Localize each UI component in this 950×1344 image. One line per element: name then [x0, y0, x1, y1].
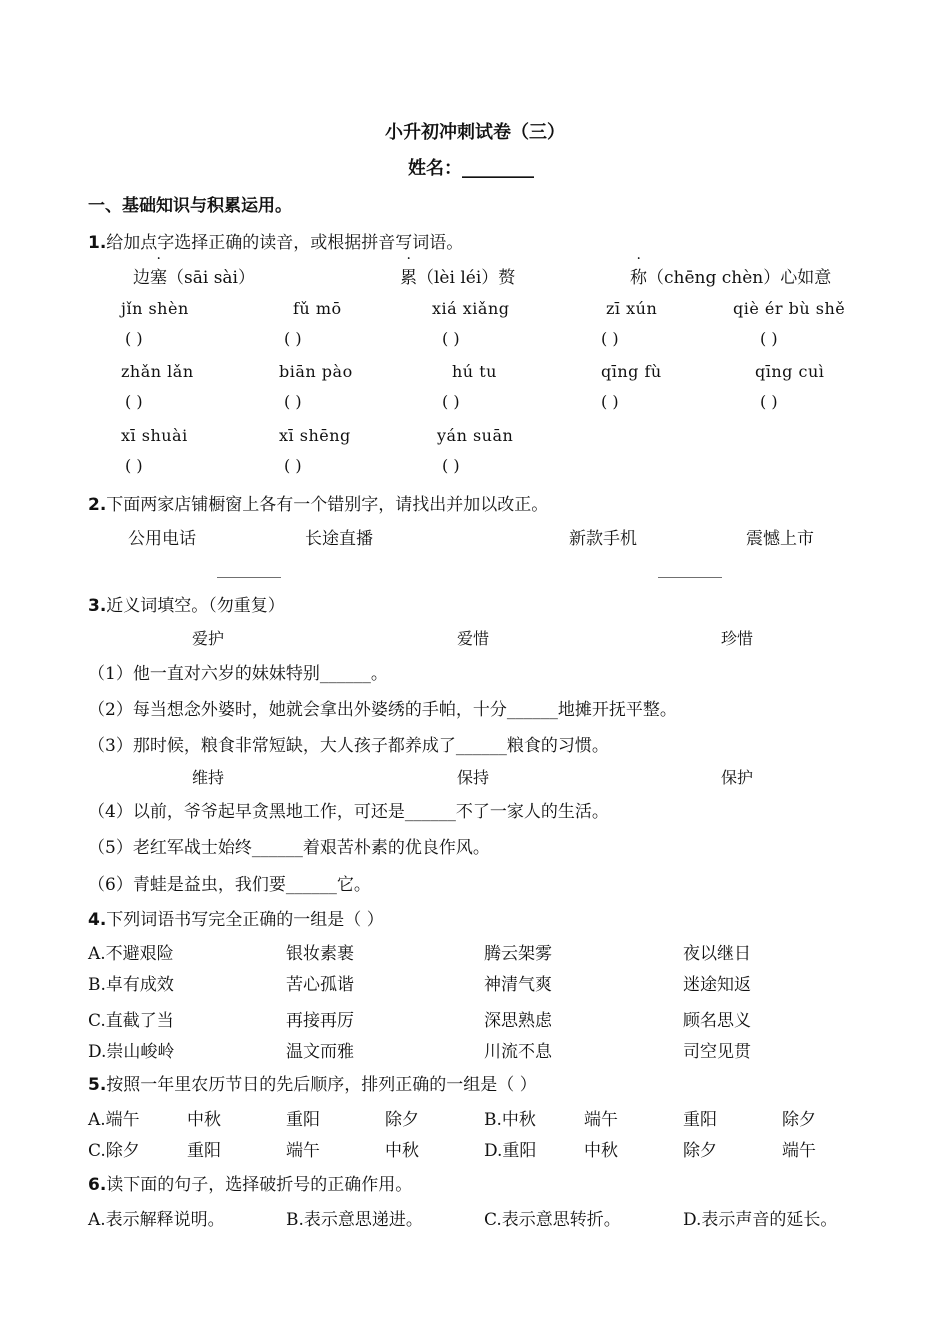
- option-word: 司空见贯: [683, 1042, 751, 1062]
- option-word[interactable]: A.不避艰险: [88, 944, 174, 964]
- word-choice: 维持: [192, 768, 225, 787]
- option-festival[interactable]: C.除夕: [88, 1141, 140, 1161]
- fill-item-3: （3）那时候，粮食非常短缺，大人孩子都养成了______粮食的习惯。: [88, 736, 609, 756]
- question-prompt: 下列词语书写完全正确的一组是（ ）: [106, 910, 384, 930]
- option-dash-c[interactable]: C.表示意思转折。: [484, 1210, 621, 1230]
- dotted-char: · 累: [400, 251, 417, 288]
- fill-item-6: （6）青蛙是益虫，我们要______它。: [88, 875, 371, 895]
- pinyin-item: yán suān: [437, 426, 514, 445]
- word-choice: 珍惜: [721, 629, 754, 648]
- option-festival: 重阳: [187, 1141, 221, 1161]
- option-word[interactable]: B.卓有成效: [88, 975, 174, 995]
- option-festival: 除夕: [385, 1110, 419, 1130]
- pinyin-item: fǔ mō: [293, 299, 342, 318]
- dotted-char: · 称: [630, 251, 647, 288]
- option-word: 温文而雅: [286, 1042, 354, 1062]
- page-title: 小升初冲刺试卷（三）: [385, 122, 565, 143]
- option-festival: 中秋: [385, 1141, 419, 1161]
- pinyin-item: hú tu: [452, 362, 497, 381]
- pinyin-item: zī xún: [606, 299, 658, 318]
- option-festival: 端午: [584, 1110, 618, 1130]
- shop2-sign-1: 新款手机: [569, 529, 637, 549]
- question-6: [88, 1170, 412, 1195]
- answer-paren[interactable]: ( ): [442, 392, 460, 411]
- name-label: 姓名：: [408, 158, 462, 179]
- answer-paren[interactable]: ( ): [442, 456, 460, 475]
- option-word: 深思熟虑: [484, 1011, 552, 1031]
- option-word: 再接再厉: [286, 1011, 354, 1031]
- option-festival: 端午: [286, 1141, 320, 1161]
- correction-blank[interactable]: ________: [658, 559, 722, 578]
- answer-paren[interactable]: ( ): [284, 456, 302, 475]
- dotted-char: · 塞: [150, 251, 167, 288]
- option-festival[interactable]: D.重阳: [484, 1141, 537, 1161]
- fill-item-2: （2）每当想念外婆时，她就会拿出外婆绣的手帕，十分______地摊开抚平整。: [88, 700, 677, 720]
- pinyin-item: xī shuài: [121, 426, 188, 445]
- correction-blank[interactable]: ________: [217, 559, 281, 578]
- dotted-word-1: [133, 251, 255, 288]
- pinyin-item: qiè ér bù shě: [733, 299, 846, 318]
- fill-item-5: （5）老红军战士始终______着艰苦朴素的优良作风。: [88, 838, 490, 858]
- question-prompt: 下面两家店铺橱窗上各有一个错别字，请找出并加以改正。: [106, 495, 549, 515]
- option-word[interactable]: C.直截了当: [88, 1011, 174, 1031]
- answer-paren[interactable]: ( ): [125, 456, 143, 475]
- pinyin-item: jǐn shèn: [121, 299, 189, 318]
- answer-paren[interactable]: ( ): [442, 329, 460, 348]
- question-number: 2.: [88, 495, 107, 515]
- dotted-word-3: [630, 251, 832, 288]
- option-word[interactable]: D.崇山峻岭: [88, 1042, 175, 1062]
- option-festival: 中秋: [187, 1110, 221, 1130]
- option-festival: 除夕: [683, 1141, 717, 1161]
- question-1: [88, 228, 463, 253]
- dotted-word-2: [400, 251, 516, 288]
- option-festival: 除夕: [782, 1110, 816, 1130]
- answer-paren[interactable]: ( ): [601, 392, 619, 411]
- question-prompt: 按照一年里农历节日的先后顺序，排列正确的一组是（ ）: [106, 1075, 537, 1095]
- shop1-sign-1: 公用电话: [128, 529, 196, 549]
- option-word: 顾名思义: [683, 1011, 751, 1031]
- pinyin-item: qīng fù: [601, 362, 662, 381]
- pinyin-item: biān pào: [279, 362, 353, 381]
- answer-paren[interactable]: ( ): [284, 392, 302, 411]
- question-4: [88, 905, 384, 930]
- question-number: 6.: [88, 1175, 107, 1195]
- pinyin-item: zhǎn lǎn: [121, 362, 194, 381]
- option-word: 神清气爽: [484, 975, 552, 995]
- option-word: 迷途知返: [683, 975, 751, 995]
- option-word: 川流不息: [484, 1042, 552, 1062]
- pinyin-item: xiá xiǎng: [432, 299, 510, 318]
- option-festival: 重阳: [286, 1110, 320, 1130]
- question-5: [88, 1070, 537, 1095]
- word-choice: 爱护: [192, 629, 225, 648]
- option-word: 苦心孤谐: [286, 975, 354, 995]
- option-word: 银妆素裹: [286, 944, 354, 964]
- question-number: 3.: [88, 596, 107, 616]
- section-heading: 一、基础知识与积累运用。: [88, 196, 292, 216]
- question-prompt: 读下面的句子，选择破折号的正确作用。: [106, 1175, 413, 1195]
- word-choice: 爱惜: [457, 629, 490, 648]
- question-number: 1.: [88, 233, 107, 253]
- shop1-sign-2: 长途直播: [305, 529, 373, 549]
- question-number: 4.: [88, 910, 107, 930]
- pronunciation-options: （lèi léi）赘: [417, 268, 516, 288]
- question-prompt: 近义词填空。（勿重复）: [106, 596, 285, 616]
- pronunciation-options: （chēng chèn）心如意: [647, 268, 832, 288]
- question-2: [88, 490, 548, 515]
- answer-paren[interactable]: ( ): [760, 392, 778, 411]
- fill-item-1: （1）他一直对六岁的妹妹特别______。: [88, 664, 388, 684]
- pinyin-item: qīng cuì: [755, 362, 825, 381]
- question-prompt: 给加点字选择正确的读音，或根据拼音写词语。: [106, 233, 464, 253]
- name-blank: ________: [462, 158, 534, 179]
- fill-item-4: （4）以前，爷爷起早贪黑地工作，可还是______不了一家人的生活。: [88, 802, 609, 822]
- word-choice: 保护: [721, 768, 754, 787]
- option-word: 腾云架雾: [484, 944, 552, 964]
- option-festival: 中秋: [584, 1141, 618, 1161]
- option-festival: 端午: [782, 1141, 816, 1161]
- shop2-sign-2: 震憾上市: [746, 529, 814, 549]
- name-field: [408, 154, 534, 180]
- pronunciation-options: （sāi sài）: [167, 268, 255, 288]
- option-festival[interactable]: B.中秋: [484, 1110, 536, 1130]
- option-dash-b[interactable]: B.表示意思递进。: [286, 1210, 423, 1230]
- answer-paren[interactable]: ( ): [760, 329, 778, 348]
- option-dash-d[interactable]: D.表示声音的延长。: [683, 1210, 838, 1230]
- answer-paren[interactable]: ( ): [125, 329, 143, 348]
- answer-paren[interactable]: ( ): [284, 329, 302, 348]
- answer-paren[interactable]: ( ): [125, 392, 143, 411]
- word-choice: 保持: [457, 768, 490, 787]
- pinyin-item: xī shēng: [279, 426, 351, 445]
- option-dash-a[interactable]: A.表示解释说明。: [88, 1210, 225, 1230]
- question-3: [88, 591, 285, 616]
- word-text: 边: [133, 268, 150, 288]
- option-festival[interactable]: A.端午: [88, 1110, 140, 1130]
- answer-paren[interactable]: ( ): [601, 329, 619, 348]
- option-festival: 重阳: [683, 1110, 717, 1130]
- question-number: 5.: [88, 1075, 107, 1095]
- option-word: 夜以继日: [683, 944, 751, 964]
